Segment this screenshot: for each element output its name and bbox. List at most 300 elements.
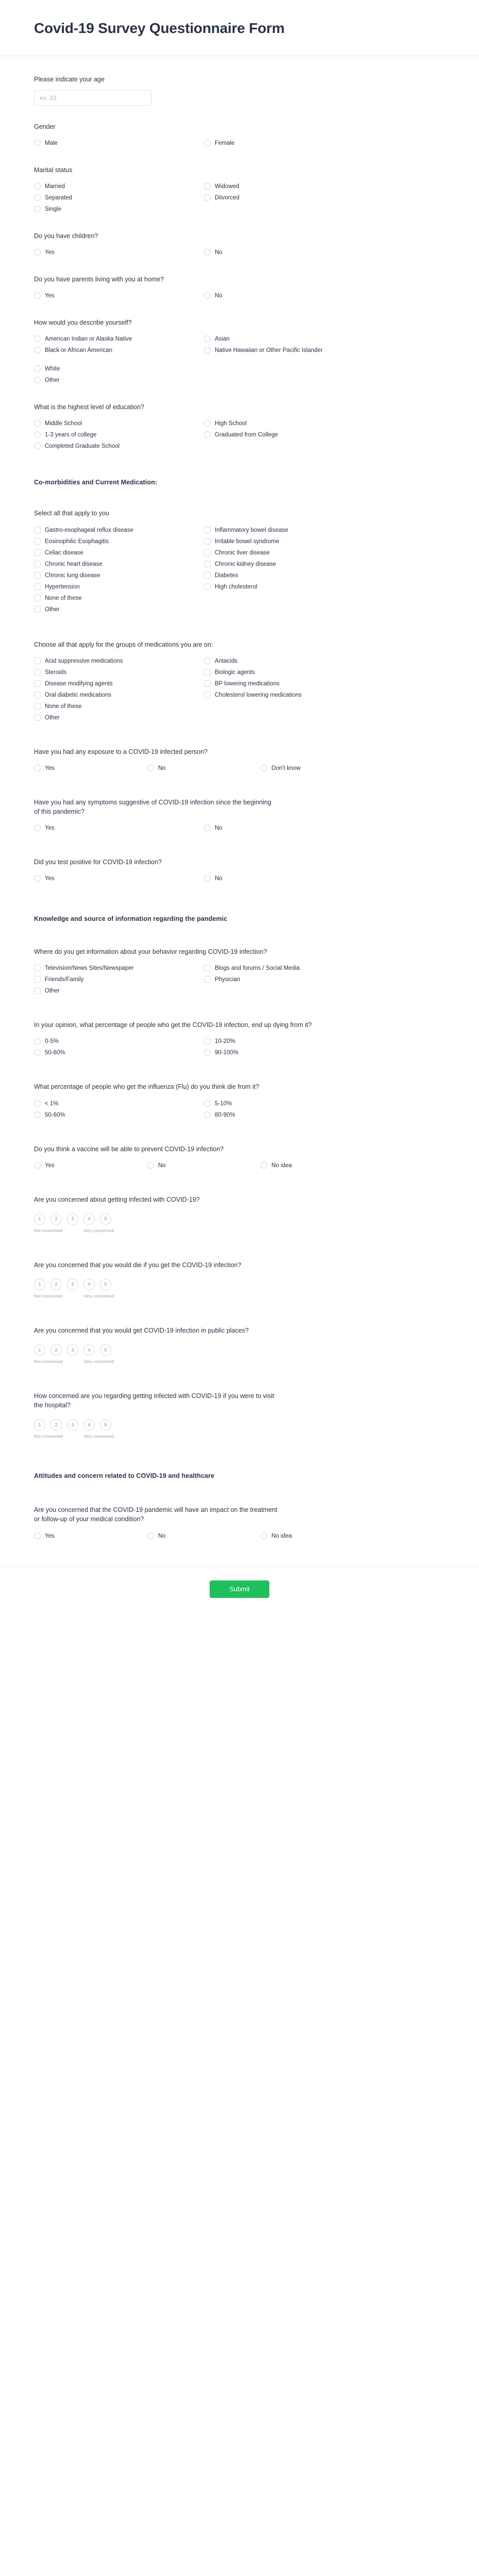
rating-option-3[interactable]: 3: [67, 1214, 78, 1225]
option-label: Graduated from College: [215, 432, 278, 439]
option-label: Irritable bowel syndrome: [215, 538, 280, 545]
rating-option-5[interactable]: 5: [100, 1279, 111, 1290]
rating-legend-high: Very concerned: [83, 1227, 114, 1233]
rating-row: [34, 1214, 445, 1225]
checkbox-icon[interactable]: [34, 703, 41, 710]
option-label: Completed Graduate School: [45, 443, 120, 450]
radio-icon[interactable]: [204, 1038, 211, 1045]
question-label-symptoms: Have you had any symptoms suggestive of COVID-19 infection since the beginning of this pandemic?: [34, 798, 271, 815]
checkbox-option-physician[interactable]: [204, 974, 374, 985]
radio-icon[interactable]: [204, 420, 211, 427]
option-label: Other: [45, 714, 60, 721]
rating-option-2[interactable]: 2: [50, 1214, 62, 1225]
option-label: 5-10%: [215, 1100, 232, 1107]
question-label-vaccine: Do you think a vaccine will be able to prevent COVID-19 infection?: [34, 1145, 224, 1153]
option-label: 90-100%: [215, 1050, 239, 1056]
radio-option-vaccine-no[interactable]: [147, 1160, 261, 1171]
question-gender: [34, 115, 445, 158]
rating-legend-high: Very concerned: [83, 1434, 114, 1439]
radio-icon[interactable]: [34, 443, 41, 449]
option-label: No idea: [271, 1533, 292, 1539]
checkbox-option-friends-family[interactable]: [34, 974, 204, 985]
option-group-gender: [34, 138, 374, 149]
radio-option-1-3-years-college[interactable]: [34, 429, 204, 441]
radio-option-widowed[interactable]: [204, 181, 374, 192]
option-label: White: [45, 366, 60, 373]
question-concern-die: [34, 1244, 445, 1309]
checkbox-icon[interactable]: [34, 658, 41, 664]
option-label: Acid suppressive medications: [45, 658, 123, 664]
radio-option-covid-death-10-20[interactable]: [204, 1036, 374, 1047]
question-label-information-source: Where do you get information about your behavior regarding COVID-19 infection?: [34, 948, 267, 956]
checkbox-icon[interactable]: [34, 976, 41, 983]
radio-icon[interactable]: [34, 194, 41, 201]
radio-icon[interactable]: [34, 875, 41, 882]
rating-option-3[interactable]: 3: [67, 1279, 78, 1290]
rating-option-1[interactable]: 1: [34, 1419, 45, 1430]
option-label: Biologic agents: [215, 669, 255, 676]
radio-icon[interactable]: [204, 347, 211, 353]
radio-icon[interactable]: [34, 824, 41, 831]
radio-option-gender-female[interactable]: [204, 138, 374, 149]
checkbox-option-gerd[interactable]: [34, 525, 204, 536]
option-label: Yes: [45, 293, 55, 299]
radio-option-married[interactable]: [34, 181, 204, 192]
radio-option-flu-death-lt-1[interactable]: [34, 1098, 204, 1109]
radio-option-covid-death-90-100[interactable]: [204, 1047, 374, 1058]
radio-option-separated[interactable]: [34, 192, 204, 204]
checkbox-icon[interactable]: [34, 527, 41, 533]
option-label: 80-90%: [215, 1112, 235, 1118]
question-label-exposure: Have you had any exposure to a COVID-19 infected person?: [34, 748, 208, 755]
option-label: None of these: [45, 703, 82, 710]
question-label-flu-death-pct: What percentage of people who get the influenza (Flu) do you think die from it?: [34, 1083, 260, 1091]
rating-option-1[interactable]: 1: [34, 1214, 45, 1225]
option-label: Oral diabetic medications: [45, 692, 112, 698]
radio-option-exposure-dont-know[interactable]: [261, 763, 374, 774]
radio-icon[interactable]: [34, 206, 41, 212]
question-label-concern-public: Are you concerned that you would get COVID-19 infection in public places?: [34, 1326, 249, 1334]
option-label: Yes: [45, 765, 55, 771]
option-label: Television/News Sites/Newspaper: [45, 965, 134, 972]
question-label-treatment-impact: Are you concerned that the COVID-19 pandemic will have an impact on the treatment or follow-up of your medical condition?: [34, 1506, 278, 1523]
radio-icon[interactable]: [204, 194, 211, 201]
rating-legend-low: Not concerned: [34, 1227, 63, 1233]
checkbox-icon[interactable]: [204, 965, 211, 971]
option-label: High cholesterol: [215, 583, 258, 590]
radio-icon[interactable]: [204, 431, 211, 438]
radio-icon[interactable]: [34, 377, 41, 383]
radio-icon[interactable]: [204, 1100, 211, 1107]
checkbox-option-steroids[interactable]: [34, 667, 204, 678]
radio-option-treatment-impact-yes[interactable]: [34, 1530, 147, 1542]
question-label-children: Do you have children?: [34, 232, 98, 240]
checkbox-option-hypertension[interactable]: [34, 581, 204, 593]
checkbox-icon[interactable]: [34, 595, 41, 601]
radio-option-treatment-impact-no[interactable]: [147, 1530, 261, 1542]
radio-icon[interactable]: [261, 765, 267, 771]
page-title: Covid-19 Survey Questionnaire Form: [34, 20, 285, 36]
radio-icon[interactable]: [147, 1533, 154, 1539]
option-label: Don't know: [271, 765, 301, 771]
checkbox-icon[interactable]: [34, 606, 41, 613]
radio-option-exposure-yes[interactable]: [34, 763, 147, 774]
question-label-age: Please indicate your age: [34, 75, 105, 83]
radio-option-treatment-impact-no-idea[interactable]: [261, 1530, 374, 1542]
option-label: Yes: [45, 1162, 55, 1169]
radio-icon[interactable]: [34, 335, 41, 342]
radio-option-high-school[interactable]: [204, 418, 374, 429]
question-label-covid-death-pct: In your opinion, what percentage of people who get the COVID-19 infection, end up dying from it?: [34, 1021, 312, 1029]
question-children: [34, 224, 445, 267]
option-label: Single: [45, 206, 61, 212]
checkbox-option-medications-none-of-these[interactable]: [34, 701, 204, 712]
option-group-covid-death-pct: [34, 1036, 374, 1058]
rating-option-4[interactable]: 4: [83, 1344, 95, 1356]
option-label: Celiac disease: [45, 549, 83, 556]
option-group-marital-status: [34, 181, 374, 215]
section-heading-comorbidities: Co-morbidities and Current Medication:: [34, 479, 158, 486]
option-label: Chronic lung disease: [45, 572, 100, 579]
checkbox-option-irritable-bowel-syndrome[interactable]: [204, 536, 374, 547]
radio-option-parents-no[interactable]: [204, 290, 374, 301]
radio-option-exposure-no[interactable]: [147, 763, 261, 774]
rating-legend: [34, 1359, 122, 1366]
rating-option-5[interactable]: 5: [100, 1214, 111, 1225]
checkbox-option-high-cholesterol[interactable]: [204, 581, 374, 593]
checkbox-option-acid-suppressive-medications[interactable]: [34, 655, 204, 667]
radio-icon[interactable]: [34, 183, 41, 190]
question-label-medications: Choose all that apply for the groups of medications you are on:: [34, 641, 213, 648]
radio-option-covid-death-0-5[interactable]: [34, 1036, 204, 1047]
radio-icon[interactable]: [204, 824, 211, 831]
radio-icon[interactable]: [204, 1049, 211, 1056]
option-label: Middle School: [45, 420, 82, 427]
checkbox-option-bp-lowering-medications[interactable]: [204, 678, 374, 689]
option-label: 50-60%: [45, 1050, 65, 1056]
question-symptoms: [34, 783, 445, 843]
radio-icon[interactable]: [34, 420, 41, 427]
question-covid-death-pct: [34, 1006, 445, 1068]
checkbox-icon[interactable]: [34, 549, 41, 556]
radio-icon[interactable]: [261, 1162, 267, 1169]
option-label: Female: [215, 140, 235, 146]
option-group-tested-positive: [34, 873, 374, 884]
radio-option-asian[interactable]: [204, 333, 374, 345]
checkbox-option-medications-other[interactable]: [34, 712, 204, 723]
option-label: 10-20%: [215, 1038, 235, 1045]
radio-option-flu-death-50-60[interactable]: [34, 1109, 204, 1121]
checkbox-option-biologic-agents[interactable]: [204, 667, 374, 678]
checkbox-icon[interactable]: [204, 527, 211, 533]
option-label: No: [158, 1162, 166, 1169]
question-describe-yourself: [34, 311, 445, 395]
rating-option-1[interactable]: 1: [34, 1279, 45, 1290]
radio-icon[interactable]: [204, 875, 211, 882]
rating-scale-concern-hospital: [34, 1416, 445, 1440]
radio-icon[interactable]: [147, 765, 154, 771]
rating-scale-concern-die: [34, 1276, 445, 1300]
checkbox-option-disease-modifying-agents[interactable]: [34, 678, 204, 689]
checkbox-option-eosinophilic-esophagitis[interactable]: [34, 536, 204, 547]
radio-icon[interactable]: [34, 1112, 41, 1118]
checkbox-icon[interactable]: [34, 538, 41, 545]
checkbox-option-information-source-other[interactable]: [34, 985, 204, 997]
form-body: [0, 56, 479, 1551]
checkbox-option-comorbidity-other[interactable]: [34, 604, 204, 615]
checkbox-option-television-news-newspaper[interactable]: [34, 963, 204, 974]
question-information-source: [34, 940, 445, 1006]
radio-option-american-indian[interactable]: [34, 333, 204, 345]
rating-option-4[interactable]: 4: [83, 1279, 95, 1290]
rating-legend-high: Very concerned: [83, 1359, 114, 1365]
rating-option-4[interactable]: 4: [83, 1214, 95, 1225]
checkbox-option-chronic-liver-disease[interactable]: [204, 547, 374, 559]
option-label: 1-3 years of college: [45, 432, 97, 439]
checkbox-icon[interactable]: [204, 572, 211, 579]
question-label-marital-status: Marital status: [34, 166, 73, 174]
option-label: Eosinophilic Esophagitis: [45, 538, 109, 545]
rating-legend-low: Not concerned: [34, 1293, 63, 1299]
checkbox-icon[interactable]: [204, 658, 211, 664]
checkbox-option-diabetes[interactable]: [204, 570, 374, 581]
option-label: Widowed: [215, 183, 239, 190]
radio-option-white[interactable]: [34, 363, 204, 375]
rating-legend: [34, 1228, 122, 1235]
option-label: 50-60%: [45, 1112, 65, 1118]
rating-option-1[interactable]: 1: [34, 1344, 45, 1356]
option-label: No: [158, 765, 166, 771]
radio-option-children-yes[interactable]: [34, 247, 204, 258]
option-group-vaccine: [34, 1160, 374, 1171]
radio-option-black-african-american[interactable]: [34, 345, 204, 356]
question-label-gender: Gender: [34, 123, 56, 130]
question-flu-death-pct: [34, 1068, 445, 1130]
question-age: [34, 68, 445, 115]
option-label: Yes: [45, 249, 55, 256]
option-label: Cholesterol lowering medications: [215, 692, 302, 698]
radio-option-tested-positive-no[interactable]: [204, 873, 374, 884]
option-label: No: [215, 249, 223, 256]
rating-legend-low: Not concerned: [34, 1359, 63, 1365]
radio-option-children-no[interactable]: [204, 247, 374, 258]
option-label: Blogs and forums / Social Media: [215, 965, 300, 972]
question-label-concern-hospital: How concerned are you regarding getting infected with COVID-19 if you were to visit the hospital?: [34, 1392, 275, 1409]
radio-option-native-hawaiian[interactable]: [204, 345, 374, 356]
checkbox-icon[interactable]: [204, 538, 211, 545]
option-label: Other: [45, 377, 60, 384]
option-label: Separated: [45, 194, 73, 201]
radio-icon[interactable]: [204, 1112, 211, 1118]
option-label: Hypertension: [45, 583, 80, 590]
checkbox-icon[interactable]: [204, 583, 211, 590]
checkbox-option-cholesterol-lowering-medications[interactable]: [204, 689, 374, 701]
radio-icon[interactable]: [34, 431, 41, 438]
form-header: [0, 0, 479, 56]
option-group-medications: [34, 655, 374, 723]
checkbox-icon[interactable]: [34, 692, 41, 698]
checkbox-icon[interactable]: [204, 561, 211, 567]
option-label: American Indian or Alaska Native: [45, 336, 132, 343]
checkbox-option-inflammatory-bowel-disease[interactable]: [204, 525, 374, 536]
radio-icon[interactable]: [34, 1533, 41, 1539]
option-label: Antacids: [215, 658, 238, 664]
rating-option-2[interactable]: 2: [50, 1344, 62, 1356]
radio-icon[interactable]: [204, 292, 211, 299]
checkbox-icon[interactable]: [204, 549, 211, 556]
checkbox-option-none-of-these[interactable]: [34, 593, 204, 604]
radio-icon[interactable]: [204, 183, 211, 190]
radio-icon[interactable]: [147, 1162, 154, 1169]
option-label: Inflammatory bowel disease: [215, 527, 288, 533]
question-exposure: [34, 733, 445, 783]
option-label: Yes: [45, 1533, 55, 1539]
radio-option-ethnicity-other[interactable]: [34, 375, 204, 386]
question-marital-status: [34, 158, 445, 224]
checkbox-icon[interactable]: [34, 561, 41, 567]
radio-option-covid-death-50-60[interactable]: [34, 1047, 204, 1058]
submit-button[interactable]: Submit: [210, 1580, 269, 1598]
question-education: [34, 395, 445, 461]
section-heading-knowledge: Knowledge and source of information regarding the pandemic: [34, 915, 228, 923]
checkbox-icon[interactable]: [34, 669, 41, 676]
checkbox-icon[interactable]: [34, 583, 41, 590]
question-concern-public: [34, 1309, 445, 1375]
checkbox-icon[interactable]: [34, 987, 41, 994]
checkbox-icon[interactable]: [34, 714, 41, 721]
rating-legend-high: Very concerned: [83, 1293, 114, 1299]
rating-scale-concern-infected: [34, 1210, 445, 1235]
radio-option-parents-yes[interactable]: [34, 290, 204, 301]
radio-option-gender-male[interactable]: [34, 138, 204, 149]
checkbox-icon[interactable]: [34, 680, 41, 687]
radio-icon[interactable]: [34, 140, 41, 146]
rating-option-3[interactable]: 3: [67, 1419, 78, 1430]
option-group-flu-death-pct: [34, 1098, 374, 1121]
checkbox-option-chronic-kidney-disease[interactable]: [204, 559, 374, 570]
option-label: Married: [45, 183, 65, 190]
radio-option-tested-positive-yes[interactable]: [34, 873, 204, 884]
option-label: Yes: [45, 825, 55, 832]
rating-option-5[interactable]: 5: [100, 1344, 111, 1356]
rating-option-5[interactable]: 5: [100, 1419, 111, 1430]
checkbox-icon[interactable]: [204, 976, 211, 983]
option-label: Physician: [215, 976, 241, 983]
checkbox-option-chronic-heart-disease[interactable]: [34, 559, 204, 570]
option-label: No: [158, 1533, 166, 1539]
radio-icon[interactable]: [204, 335, 211, 342]
option-label: Steroids: [45, 669, 67, 676]
option-label: Disease modifying agents: [45, 680, 113, 687]
option-group-education: [34, 418, 374, 452]
rating-legend: [34, 1434, 122, 1440]
radio-option-graduated-from-college[interactable]: [204, 429, 374, 441]
question-label-concern-die: Are you concerned that you would die if you get the COVID-19 infection?: [34, 1261, 242, 1269]
rating-option-4[interactable]: 4: [83, 1419, 95, 1430]
checkbox-icon[interactable]: [204, 680, 211, 687]
option-group-treatment-impact: [34, 1530, 374, 1542]
radio-option-vaccine-no-idea[interactable]: [261, 1160, 374, 1171]
question-label-concern-infected: Are you concerned about getting infected with COVID-19?: [34, 1196, 200, 1203]
option-label: Other: [45, 988, 60, 995]
option-group-information-source: [34, 963, 374, 997]
radio-option-symptoms-yes[interactable]: [34, 822, 204, 834]
radio-icon[interactable]: [34, 1162, 41, 1169]
radio-icon[interactable]: [204, 140, 211, 146]
option-label: No: [215, 875, 223, 882]
radio-icon[interactable]: [261, 1533, 267, 1539]
option-label: No: [215, 293, 223, 299]
option-group-exposure: [34, 763, 374, 774]
radio-icon[interactable]: [34, 365, 41, 372]
checkbox-option-antacids[interactable]: [204, 655, 374, 667]
radio-option-completed-graduate-school[interactable]: [34, 441, 204, 452]
rating-row: [34, 1344, 445, 1356]
radio-icon[interactable]: [34, 1049, 41, 1056]
question-label-education: What is the highest level of education?: [34, 403, 145, 411]
section-heading-attitudes: Attitudes and concern related to COVID-19 and healthcare: [34, 1472, 215, 1480]
option-label: Friends/Family: [45, 976, 84, 983]
question-tested-positive: [34, 843, 445, 894]
option-label: No: [215, 825, 223, 832]
question-label-describe-yourself: How would you describe yourself?: [34, 319, 132, 327]
radio-option-vaccine-yes[interactable]: [34, 1160, 147, 1171]
option-label: Other: [45, 606, 60, 613]
checkbox-icon[interactable]: [34, 965, 41, 971]
question-treatment-impact: [34, 1498, 445, 1551]
rating-row: [34, 1419, 445, 1430]
radio-icon[interactable]: [34, 765, 41, 771]
checkbox-option-oral-diabetic-medications[interactable]: [34, 689, 204, 701]
radio-icon[interactable]: [34, 292, 41, 299]
option-label: None of these: [45, 595, 82, 601]
radio-option-middle-school[interactable]: [34, 418, 204, 429]
question-concern-hospital: [34, 1375, 445, 1450]
radio-icon[interactable]: [34, 347, 41, 353]
checkbox-icon[interactable]: [34, 572, 41, 579]
radio-option-flu-death-80-90[interactable]: [204, 1109, 374, 1121]
radio-icon[interactable]: [204, 249, 211, 256]
option-label: Diivorced: [215, 194, 239, 201]
radio-icon[interactable]: [34, 1038, 41, 1045]
question-medications: [34, 625, 445, 733]
option-group-describe-yourself: [34, 333, 374, 386]
radio-icon[interactable]: [34, 1100, 41, 1107]
rating-option-2[interactable]: 2: [50, 1419, 62, 1430]
age-input[interactable]: [34, 90, 151, 106]
radio-option-flu-death-5-10[interactable]: [204, 1098, 374, 1109]
checkbox-option-celiac-disease[interactable]: [34, 547, 204, 559]
option-label: Black or African American: [45, 347, 113, 354]
option-label: No idea: [271, 1162, 292, 1169]
rating-option-3[interactable]: 3: [67, 1344, 78, 1356]
radio-option-symptoms-no[interactable]: [204, 822, 374, 834]
option-label: Asian: [215, 336, 230, 343]
option-group-parents-at-home: [34, 290, 374, 301]
option-label: BP lowering medications: [215, 680, 280, 687]
checkbox-icon[interactable]: [204, 692, 211, 698]
radio-option-single[interactable]: [34, 204, 204, 215]
radio-icon[interactable]: [34, 249, 41, 256]
checkbox-option-blogs-forums-social-media[interactable]: [204, 963, 374, 974]
question-concern-infected: [34, 1181, 445, 1244]
option-label: High School: [215, 420, 247, 427]
checkbox-icon[interactable]: [204, 669, 211, 676]
question-vaccine: [34, 1130, 445, 1181]
radio-option-divorced[interactable]: [204, 192, 374, 204]
checkbox-option-chronic-lung-disease[interactable]: [34, 570, 204, 581]
rating-option-2[interactable]: 2: [50, 1279, 62, 1290]
